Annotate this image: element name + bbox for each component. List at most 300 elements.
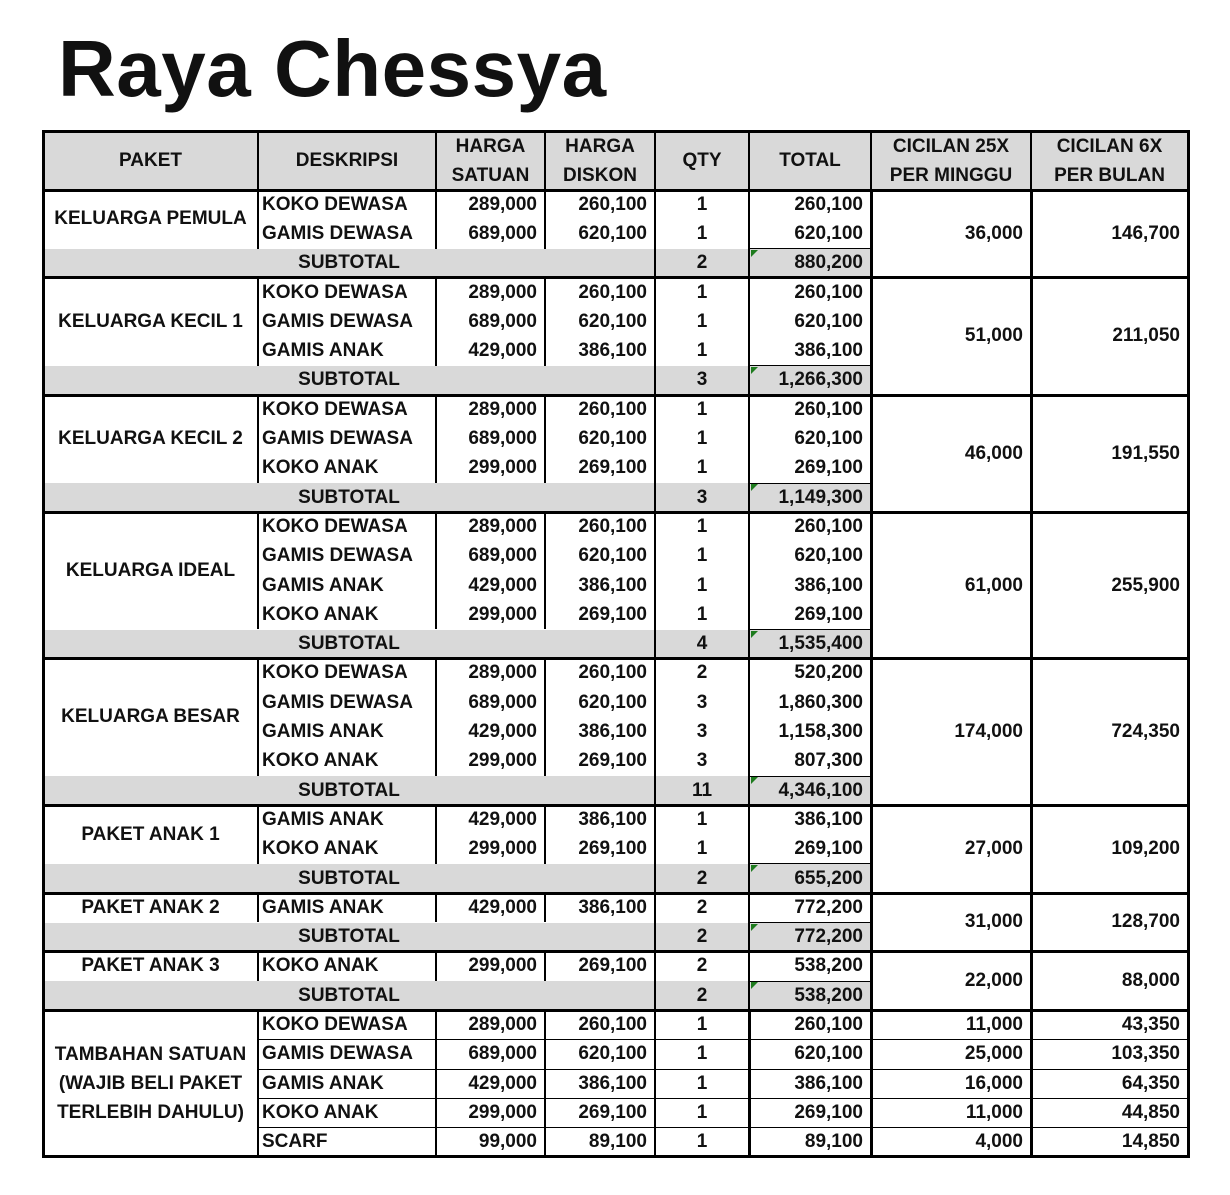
grid-line: [870, 1010, 873, 1157]
package-name-text: KELUARGA PEMULA: [54, 208, 247, 230]
grid-line: [258, 1127, 1188, 1128]
grid-line: [748, 190, 750, 278]
header-harga-satuan-line: HARGA: [455, 135, 526, 157]
grid-line: [748, 512, 750, 659]
grid-line: [654, 190, 656, 278]
item-harga-satuan: 689,000: [468, 222, 537, 244]
item-harga-satuan: 289,000: [468, 193, 537, 215]
extra-harga-diskon: 260,100: [578, 1014, 647, 1036]
subtotal-total: 772,200: [749, 923, 871, 952]
grid-line: [654, 893, 656, 952]
extra-qty: 1: [696, 1043, 708, 1065]
item-qty: 1: [696, 193, 708, 215]
extra-total: 269,100: [794, 1101, 863, 1123]
item-harga-satuan: 689,000: [468, 691, 537, 713]
extra-cicilan-mingguan: 11,000: [965, 1014, 1023, 1036]
extra-qty: 1: [696, 1014, 708, 1036]
item-harga-diskon: 386,100: [578, 340, 647, 362]
package-name-text: PAKET ANAK 3: [81, 955, 220, 977]
item-description: GAMIS ANAK: [262, 574, 384, 596]
item-total: 269,100: [794, 457, 863, 479]
grid-line: [257, 512, 259, 629]
subtotal-qty: 2: [655, 249, 749, 278]
grid-line: [748, 131, 750, 190]
grid-line: [748, 805, 750, 893]
grid-line: [1030, 1010, 1033, 1157]
item-harga-diskon: 269,100: [578, 955, 647, 977]
grid-line: [258, 1069, 1188, 1070]
item-qty: 3: [696, 691, 708, 713]
package-name: [43, 190, 258, 249]
grid-line: [1030, 190, 1033, 278]
item-description: GAMIS DEWASA: [262, 545, 413, 567]
grid-line: [435, 278, 437, 366]
item-qty: 1: [696, 281, 708, 303]
grid-line: [870, 190, 873, 278]
item-total: 260,100: [794, 193, 863, 215]
item-qty: 2: [696, 896, 708, 918]
item-total: 620,100: [794, 222, 863, 244]
extras-name-line: (WAJIB BELI PAKET: [58, 1073, 243, 1095]
item-harga-diskon: 386,100: [578, 896, 647, 918]
item-description: GAMIS ANAK: [262, 808, 384, 830]
item-description: KOKO ANAK: [262, 838, 379, 860]
grid-line: [257, 131, 259, 190]
item-total: 620,100: [794, 310, 863, 332]
grid-line: [258, 1039, 1188, 1040]
package-name: [43, 395, 258, 483]
item-harga-diskon: 620,100: [578, 545, 647, 567]
grid-line: [870, 512, 873, 659]
excel-error-flag-icon: [751, 865, 758, 872]
grid-line: [1030, 131, 1032, 190]
header-total: TOTAL: [749, 131, 871, 190]
item-total: 1,158,300: [778, 721, 863, 743]
package-name-text: KELUARGA IDEAL: [65, 559, 236, 581]
package-name: [43, 278, 258, 366]
grid-line: [42, 130, 45, 1159]
item-description: KOKO ANAK: [262, 955, 379, 977]
item-qty: 1: [696, 457, 708, 479]
extra-description: GAMIS ANAK: [262, 1072, 384, 1094]
grid-line: [544, 893, 546, 922]
page-title: Raya Chessya: [58, 24, 607, 113]
grid-line: [654, 512, 656, 659]
grid-line: [544, 278, 546, 366]
item-harga-diskon: 386,100: [578, 808, 647, 830]
grid-line: [435, 805, 437, 864]
cicilan-bulanan: 88,000: [1121, 970, 1180, 992]
grid-line: [1030, 395, 1033, 512]
grid-line: [544, 952, 546, 981]
grid-line: [748, 659, 750, 806]
item-description: GAMIS ANAK: [262, 896, 384, 918]
extras-name: [43, 1010, 258, 1157]
extra-description: GAMIS DEWASA: [262, 1043, 413, 1065]
grid-line: [544, 131, 546, 190]
package-name-text: PAKET ANAK 1: [81, 823, 220, 845]
item-total: 1,860,300: [778, 691, 863, 713]
extras-name-line: TAMBAHAN SATUAN: [54, 1044, 247, 1066]
item-harga-satuan: 429,000: [468, 340, 537, 362]
item-description: KOKO DEWASA: [262, 662, 408, 684]
grid-line: [544, 190, 546, 249]
item-qty: 1: [696, 398, 708, 420]
grid-line: [749, 629, 871, 630]
package-name-text: KELUARGA KECIL 1: [58, 310, 243, 332]
subtotal-qty: 2: [655, 864, 749, 893]
grid-line: [257, 190, 259, 249]
header-cicilan-bulanan: [1031, 131, 1188, 190]
item-qty: 3: [696, 750, 708, 772]
item-harga-satuan: 289,000: [468, 515, 537, 537]
cicilan-mingguan: 46,000: [964, 442, 1023, 464]
item-total: 260,100: [794, 281, 863, 303]
subtotal-total: 1,149,300: [749, 483, 871, 512]
item-harga-diskon: 386,100: [578, 721, 647, 743]
item-harga-diskon: 269,100: [578, 603, 647, 625]
item-harga-satuan: 429,000: [468, 896, 537, 918]
grid-line: [435, 1010, 437, 1157]
header-harga-satuan-line: SATUAN: [451, 164, 530, 186]
grid-line: [544, 1010, 546, 1157]
subtotal-label: SUBTOTAL: [43, 776, 655, 805]
extra-qty: 1: [696, 1072, 708, 1094]
grid-line: [1030, 805, 1033, 893]
extra-cicilan-bulanan: 64,350: [1121, 1072, 1180, 1094]
header-harga-diskon: [545, 131, 655, 190]
extra-harga-satuan: 289,000: [468, 1014, 537, 1036]
extra-cicilan-mingguan: 4,000: [975, 1131, 1023, 1153]
subtotal-qty: 4: [655, 630, 749, 659]
cicilan-mingguan: 51,000: [964, 325, 1023, 347]
item-harga-satuan: 429,000: [468, 808, 537, 830]
item-total: 620,100: [794, 428, 863, 450]
grid-line: [870, 659, 873, 806]
item-harga-diskon: 260,100: [578, 398, 647, 420]
excel-error-flag-icon: [751, 924, 758, 931]
subtotal-total: 1,535,400: [749, 630, 871, 659]
cicilan-bulanan: 724,350: [1111, 721, 1180, 743]
item-description: GAMIS DEWASA: [262, 310, 413, 332]
grid-line: [654, 131, 656, 190]
cicilan-bulanan: 211,050: [1112, 325, 1180, 347]
grid-line: [749, 776, 871, 777]
excel-error-flag-icon: [751, 631, 758, 638]
extra-harga-satuan: 429,000: [468, 1072, 537, 1094]
item-harga-diskon: 260,100: [578, 662, 647, 684]
item-harga-diskon: 620,100: [578, 691, 647, 713]
excel-error-flag-icon: [751, 484, 758, 491]
subtotal-qty: 11: [655, 776, 749, 805]
item-total: 772,200: [794, 896, 863, 918]
excel-error-flag-icon: [751, 367, 758, 374]
item-description: GAMIS DEWASA: [262, 428, 413, 450]
item-harga-satuan: 289,000: [468, 398, 537, 420]
grid-line: [749, 922, 871, 923]
subtotal-total: 655,200: [749, 864, 871, 893]
item-total: 538,200: [794, 955, 863, 977]
item-harga-satuan: 689,000: [468, 428, 537, 450]
grid-line: [749, 981, 871, 982]
item-total: 260,100: [794, 398, 863, 420]
subtotal-label: SUBTOTAL: [43, 981, 655, 1010]
grid-line: [870, 278, 873, 395]
extra-description: KOKO ANAK: [262, 1101, 379, 1123]
package-name: [43, 659, 258, 776]
item-harga-satuan: 299,000: [468, 750, 537, 772]
item-description: KOKO DEWASA: [262, 281, 408, 303]
grid-line: [1030, 952, 1033, 1011]
package-name-text: KELUARGA BESAR: [61, 706, 240, 728]
grid-line: [748, 278, 750, 395]
excel-error-flag-icon: [751, 777, 758, 784]
grid-line: [654, 1010, 656, 1157]
cicilan-mingguan: 22,000: [964, 970, 1023, 992]
extra-total: 260,100: [794, 1014, 863, 1036]
grid-line: [654, 278, 656, 395]
grid-line: [654, 395, 656, 512]
item-harga-satuan: 429,000: [468, 721, 537, 743]
item-harga-diskon: 620,100: [578, 428, 647, 450]
grid-line: [257, 1010, 259, 1157]
header-harga-diskon-line: HARGA: [565, 135, 635, 157]
cicilan-mingguan: 174,000: [954, 721, 1023, 743]
cicilan-mingguan: 61,000: [964, 574, 1023, 596]
subtotal-total: 4,346,100: [749, 776, 871, 805]
item-harga-satuan: 299,000: [468, 955, 537, 977]
extra-harga-diskon: 620,100: [578, 1043, 647, 1065]
item-description: GAMIS DEWASA: [262, 691, 413, 713]
subtotal-qty: 3: [655, 366, 749, 395]
item-qty: 1: [696, 515, 708, 537]
item-description: GAMIS DEWASA: [262, 222, 413, 244]
header-harga-satuan: [436, 131, 545, 190]
grid-line: [654, 805, 656, 893]
grid-line: [544, 512, 546, 629]
item-harga-satuan: 289,000: [468, 662, 537, 684]
subtotal-label: SUBTOTAL: [43, 630, 655, 659]
item-description: KOKO ANAK: [262, 603, 379, 625]
extra-cicilan-mingguan: 11,000: [965, 1101, 1023, 1123]
grid-line: [654, 659, 656, 806]
header-cicilan-mingguan-line: PER MINGGU: [889, 164, 1013, 186]
item-description: KOKO DEWASA: [262, 515, 408, 537]
item-description: KOKO ANAK: [262, 457, 379, 479]
subtotal-label: SUBTOTAL: [43, 483, 655, 512]
item-qty: 1: [696, 603, 708, 625]
item-qty: 1: [696, 310, 708, 332]
item-harga-diskon: 260,100: [578, 281, 647, 303]
header-qty: QTY: [655, 131, 749, 190]
header-cicilan-bulanan-line: PER BULAN: [1054, 164, 1165, 186]
header-cicilan-bulanan-line: CICILAN 6X: [1056, 135, 1163, 157]
grid-line: [257, 278, 259, 366]
grid-line: [435, 952, 437, 981]
excel-error-flag-icon: [751, 250, 758, 257]
subtotal-qty: 2: [655, 981, 749, 1010]
header-cicilan-mingguan: [871, 131, 1031, 190]
extra-cicilan-bulanan: 43,350: [1121, 1014, 1180, 1036]
package-name: [43, 952, 258, 981]
package-name-text: PAKET ANAK 2: [81, 896, 220, 918]
item-total: 386,100: [794, 808, 863, 830]
cicilan-bulanan: 128,700: [1111, 911, 1180, 933]
item-harga-diskon: 620,100: [578, 222, 647, 244]
extra-harga-satuan: 99,000: [478, 1131, 537, 1153]
item-harga-satuan: 299,000: [468, 838, 537, 860]
header-paket: PAKET: [43, 131, 258, 190]
grid-line: [43, 130, 1188, 133]
item-qty: 2: [696, 955, 708, 977]
extra-cicilan-mingguan: 16,000: [964, 1072, 1023, 1094]
package-name: [43, 805, 258, 864]
subtotal-label: SUBTOTAL: [43, 923, 655, 952]
subtotal-total: 880,200: [749, 249, 871, 278]
item-harga-diskon: 386,100: [578, 574, 647, 596]
cicilan-bulanan: 109,200: [1111, 838, 1180, 860]
grid-line: [1030, 512, 1033, 659]
extra-cicilan-mingguan: 25,000: [964, 1043, 1023, 1065]
grid-line: [257, 395, 259, 483]
item-description: KOKO DEWASA: [262, 193, 408, 215]
extra-cicilan-bulanan: 14,850: [1121, 1131, 1180, 1153]
grid-line: [870, 395, 873, 512]
item-qty: 1: [696, 838, 708, 860]
cicilan-mingguan: 36,000: [964, 222, 1023, 244]
extra-harga-diskon: 269,100: [578, 1101, 647, 1123]
grid-line: [870, 131, 872, 190]
item-total: 520,200: [794, 662, 863, 684]
package-name-text: KELUARGA KECIL 2: [58, 428, 243, 450]
grid-line: [544, 395, 546, 483]
item-harga-satuan: 689,000: [468, 310, 537, 332]
item-total: 386,100: [794, 340, 863, 362]
grid-line: [748, 1010, 751, 1157]
item-qty: 3: [696, 721, 708, 743]
grid-line: [544, 805, 546, 864]
cicilan-bulanan: 191,550: [1111, 442, 1180, 464]
grid-line: [749, 248, 871, 249]
item-total: 386,100: [794, 574, 863, 596]
item-harga-diskon: 260,100: [578, 515, 647, 537]
extra-total: 386,100: [794, 1072, 863, 1094]
grid-line: [435, 893, 437, 922]
item-qty: 1: [696, 545, 708, 567]
item-description: KOKO DEWASA: [262, 398, 408, 420]
grid-line: [435, 659, 437, 776]
extra-description: SCARF: [262, 1131, 328, 1153]
item-harga-satuan: 429,000: [468, 574, 537, 596]
grid-line: [654, 952, 656, 1011]
grid-line: [1187, 130, 1190, 1159]
item-total: 269,100: [794, 838, 863, 860]
cicilan-mingguan: 27,000: [964, 838, 1023, 860]
item-total: 269,100: [794, 603, 863, 625]
item-total: 260,100: [794, 515, 863, 537]
grid-line: [1030, 893, 1033, 952]
extra-harga-diskon: 89,100: [588, 1131, 647, 1153]
cicilan-bulanan: 146,700: [1111, 222, 1180, 244]
extra-cicilan-bulanan: 44,850: [1121, 1101, 1180, 1123]
item-harga-satuan: 289,000: [468, 281, 537, 303]
grid-line: [43, 1155, 1188, 1158]
grid-line: [748, 395, 750, 512]
subtotal-label: SUBTOTAL: [43, 864, 655, 893]
item-harga-diskon: 260,100: [578, 193, 647, 215]
grid-line: [257, 659, 259, 776]
grid-line: [435, 512, 437, 629]
grid-line: [544, 659, 546, 776]
grid-line: [257, 805, 259, 864]
extra-harga-satuan: 689,000: [468, 1043, 537, 1065]
grid-line: [435, 131, 437, 190]
header-cicilan-mingguan-line: CICILAN 25X: [892, 135, 1010, 157]
item-qty: 1: [696, 222, 708, 244]
package-name: [43, 512, 258, 629]
item-description: GAMIS ANAK: [262, 340, 384, 362]
header-harga-diskon-line: DISKON: [563, 164, 637, 186]
subtotal-total: 538,200: [749, 981, 871, 1010]
cicilan-bulanan: 255,900: [1111, 574, 1180, 596]
item-total: 807,300: [794, 750, 863, 772]
item-harga-satuan: 299,000: [468, 603, 537, 625]
extra-qty: 1: [696, 1131, 708, 1153]
grid-line: [749, 365, 871, 366]
item-qty: 2: [696, 662, 708, 684]
package-name: [43, 893, 258, 922]
item-harga-satuan: 299,000: [468, 457, 537, 479]
item-description: KOKO ANAK: [262, 750, 379, 772]
grid-line: [749, 483, 871, 484]
item-harga-diskon: 269,100: [578, 838, 647, 860]
subtotal-total: 1,266,300: [749, 366, 871, 395]
subtotal-qty: 2: [655, 923, 749, 952]
item-qty: 1: [696, 340, 708, 362]
extra-cicilan-bulanan: 103,350: [1111, 1043, 1180, 1065]
extra-description: KOKO DEWASA: [262, 1014, 408, 1036]
item-harga-diskon: 269,100: [578, 457, 647, 479]
extra-harga-satuan: 299,000: [468, 1101, 537, 1123]
grid-line: [435, 395, 437, 483]
grid-line: [435, 190, 437, 249]
subtotal-label: SUBTOTAL: [43, 249, 655, 278]
grid-line: [258, 1098, 1188, 1099]
excel-error-flag-icon: [751, 982, 758, 989]
item-total: 620,100: [794, 545, 863, 567]
grid-line: [749, 863, 871, 864]
extra-qty: 1: [696, 1101, 708, 1123]
extra-total: 620,100: [794, 1043, 863, 1065]
cicilan-mingguan: 31,000: [964, 911, 1023, 933]
item-harga-satuan: 689,000: [468, 545, 537, 567]
item-harga-diskon: 620,100: [578, 310, 647, 332]
extras-name-line: TERLEBIH DAHULU): [57, 1102, 244, 1124]
subtotal-qty: 3: [655, 483, 749, 512]
grid-line: [1030, 659, 1033, 806]
item-qty: 1: [696, 428, 708, 450]
subtotal-label: SUBTOTAL: [43, 366, 655, 395]
item-qty: 1: [696, 574, 708, 596]
item-harga-diskon: 269,100: [578, 750, 647, 772]
grid-line: [257, 893, 259, 922]
header-deskripsi: DESKRIPSI: [258, 131, 436, 190]
extra-total: 89,100: [804, 1131, 863, 1153]
grid-line: [257, 952, 259, 981]
item-qty: 1: [696, 808, 708, 830]
grid-line: [1030, 278, 1033, 395]
item-description: GAMIS ANAK: [262, 721, 384, 743]
